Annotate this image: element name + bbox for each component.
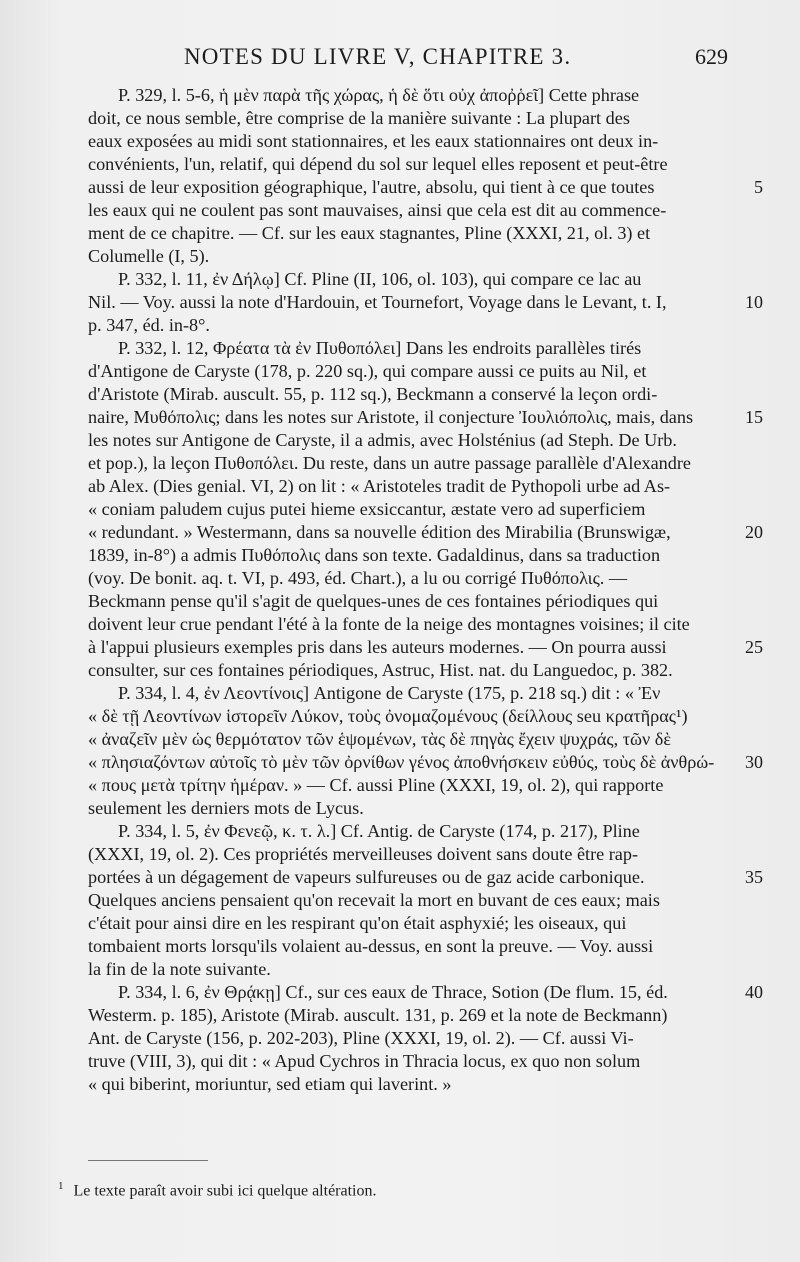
text-line: c'était pour ainsi dire en les respirant qu'on était asphyxié; les oiseaux, qui [88,913,627,933]
text-line: eaux exposées au midi sont stationnaires, et les eaux stationnaires ont deux in- [88,131,659,151]
text-line: P. 329, l. 5-6, ἡ μὲν παρὰ τῆς χώρας, ἡ δὲ ὅτι οὐχ ἀποῤῥεῖ] Cette phrase [118,85,640,105]
page-number: 629 [695,44,728,69]
running-title: NOTES DU LIVRE V, CHAPITRE 3. [184,44,572,69]
text-line: ment de ce chapitre. — Cf. sur les eaux stagnantes, Pline (XXXI, 21, ol. 3) et [88,223,651,243]
text-line: Quelques anciens pensaient qu'on recevait la mort en buvant de ces eaux; mais [88,890,660,910]
text-line: « redundant. » Westermann, dans sa nouvelle édition des Mirabilia (Brunswigæ, [88,522,671,542]
text-line: « ἀναζεῖν μὲν ὡς θερμότατον τῶν ἑψομένων, τὰς δὲ πηγὰς ἔχειν ψυχράς, τῶν δὲ [88,729,671,749]
text-line: P. 334, l. 6, ἐν Θρᾴκῃ] Cf., sur ces eaux de Thrace, Sotion (De flum. 15, éd. [118,982,668,1002]
text-line: Ant. de Caryste (156, p. 202-203), Pline (XXXI, 19, ol. 2). — Cf. aussi Vi- [88,1028,634,1048]
footnote [58,1176,377,1201]
margin-line-number: 35 [745,867,763,887]
margin-line-number: 40 [745,982,763,1002]
text-line: tombaient morts lorsqu'ils volaient au-dessus, en sont la preuve. — Voy. aussi [88,936,654,956]
text-line: seulement les derniers mots de Lycus. [88,798,364,818]
text-line: et pop.), la leçon Πυθοπόλει. Du reste, dans un autre passage parallèle d'Alexandre [88,453,692,473]
page-header [88,44,728,74]
text-line: d'Aristote (Mirab. auscult. 55, p. 112 sq.), Beckmann a conservé la leçon ordi- [88,384,658,404]
text-line: P. 334, l. 5, ἐν Φενεῷ, κ. τ. λ.] Cf. Antig. de Caryste (174, p. 217), Pline [118,821,640,841]
text-line: doivent leur crue pendant l'été à la fonte de la neige des montagnes voisines; il cite [88,614,690,634]
text-line: « qui biberint, moriuntur, sed etiam qui laverint. » [88,1074,452,1094]
margin-line-number: 10 [745,292,763,312]
text-line: (XXXI, 19, ol. 2). Ces propriétés merveilleuses doivent sans doute être rap- [88,844,639,864]
text-line: les eaux qui ne coulent pas sont mauvaises, ainsi que cela est dit au commence- [88,200,667,220]
text-line: portées à un dégagement de vapeurs sulfureuses ou de gaz acide carbonique. [88,867,645,887]
text-line: P. 332, l. 11, ἐν Δήλῳ] Cf. Pline (II, 106, ol. 103), qui compare ce lac au [118,269,642,289]
text-line: (voy. De bonit. aq. t. VI, p. 493, éd. Chart.), a lu ou corrigé Πυθόπολις. — [88,568,628,588]
text-line: 1839, in-8°) a admis Πυθόπολις dans son texte. Gadaldinus, dans sa traduction [88,545,661,565]
text-line: « coniam paludem cujus putei hieme exsiccantur, æstate vero ad superficiem [88,499,646,519]
text-line: naire, Μυθόπολις; dans les notes sur Aristote, il conjecture Ἰουλιόπολις, mais, dans [88,407,694,427]
text-line: p. 347, éd. in-8°. [88,315,210,335]
notes-text [88,84,726,1096]
text-line: consulter, sur ces fontaines périodiques, Astruc, Hist. nat. du Languedoc, p. 382. [88,660,673,680]
text-line: aussi de leur exposition géographique, l'autre, absolu, qui tient à ce que toutes [88,177,655,197]
text-line: « πους μετὰ τρίτην ἡμέραν. » — Cf. aussi Pline (XXXI, 19, ol. 2), qui rapporte [88,775,664,795]
margin-line-number: 30 [745,752,763,772]
margin-line-number: 5 [754,177,763,197]
text-line: la fin de la note suivante. [88,959,271,979]
footnote-separator [88,1160,208,1161]
margin-line-number: 20 [745,522,763,542]
margin-line-number: 15 [745,407,763,427]
text-line: Beckmann pense qu'il s'agit de quelques-unes de ces fontaines périodiques qui [88,591,659,611]
text-line: Westerm. p. 185), Aristote (Mirab. auscult. 131, p. 269 et la note de Beckmann) [88,1005,668,1025]
text-line: « δὲ τῇ Λεοντίνων ἱστορεῖν Λύκον, τοὺς ὀνομαζομένους (δείλλους seu κρατῆρας¹) [88,706,688,726]
text-line: P. 332, l. 12, Φρέατα τὰ ἐν Πυθοπόλει] Dans les endroits parallèles tirés [118,338,642,358]
text-line: Nil. — Voy. aussi la note d'Hardouin, et Tournefort, Voyage dans le Levant, t. I, [88,292,667,312]
text-line: d'Antigone de Caryste (178, p. 220 sq.), qui compare aussi ce puits au Nil, et [88,361,647,381]
text-line: « πλησιαζόντων αὐτοῖς τὸ μὲν τῶν ὀρνίθων γένος ἀποθνήσκειν εὐθύς, τοὺς δὲ ἀνθρώ- [88,752,715,772]
text-line: ab Alex. (Dies genial. VI, 2) on lit : « Aristoteles tradit de Pythopoli urbe ad As- [88,476,671,496]
text-line: doit, ce nous semble, être comprise de la manière suivante : La plupart des [88,108,630,128]
footnote-text: Le texte paraît avoir subi ici quelque altération. [73,1182,377,1200]
text-line: Columelle (I, 5). [88,246,210,266]
text-line: à l'appui plusieurs exemples pris dans les auteurs modernes. — On pourra aussi [88,637,667,657]
text-line: les notes sur Antigone de Caryste, il a admis, avec Holsténius (ad Steph. De Urb. [88,430,677,450]
margin-line-number: 25 [745,637,763,657]
footnote-marker: 1 [58,1180,64,1192]
text-line: convénients, l'un, relatif, qui dépend du sol sur lequel elles reposent et peut-être [88,154,668,174]
text-line: truve (VIII, 3), qui dit : « Apud Cychros in Thracia locus, ex quo non solum [88,1051,641,1071]
text-line: P. 334, l. 4, ἐν Λεοντίνοις] Antigone de Caryste (175, p. 218 sq.) dit : « Ἐν [118,683,661,703]
